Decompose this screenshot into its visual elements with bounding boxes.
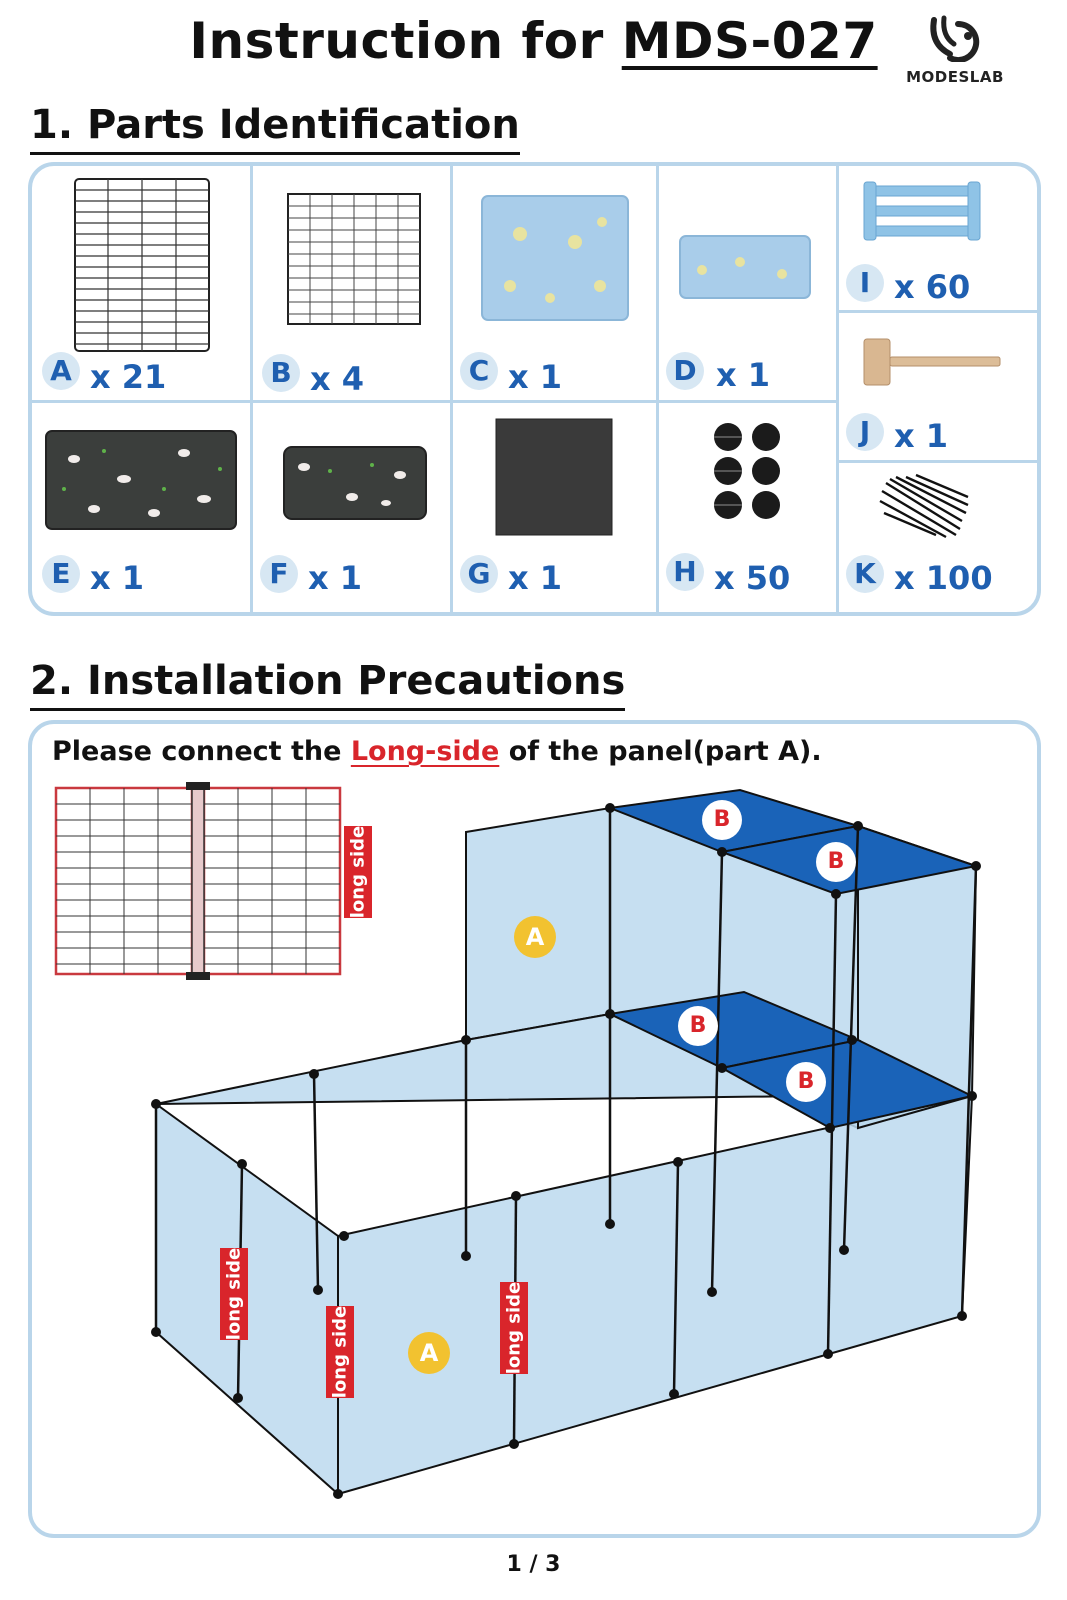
title-prefix: Instruction for (189, 12, 604, 70)
part-a-cell (32, 166, 250, 400)
part-k-cell (836, 463, 1041, 616)
long-side-text: long side (347, 825, 369, 919)
part-j-quantity: x 1 (894, 417, 949, 455)
part-e-quantity: x 1 (90, 559, 145, 597)
part-d-quantity: x 1 (716, 356, 771, 394)
black-felt-pad-icon (494, 417, 614, 537)
part-g-letter: G (460, 555, 498, 593)
part-b-marker: B (786, 1062, 826, 1102)
instruction-after: of the panel(part A). (499, 736, 822, 767)
part-a-marker: A (514, 916, 556, 958)
parts-grid (28, 162, 1041, 616)
blue-paw-print-mat-icon (480, 194, 630, 322)
part-i-letter: I (846, 264, 884, 302)
part-e-letter: E (42, 555, 80, 593)
part-i-quantity: x 60 (894, 268, 971, 306)
long-side-label (500, 1282, 528, 1374)
small-dark-bunny-print-mat-icon (282, 445, 428, 521)
blue-connector-clips-icon (862, 180, 982, 242)
long-side-label (220, 1248, 248, 1340)
enclosure-diagram (32, 724, 1037, 1534)
small-blue-paw-print-mat-icon (678, 234, 812, 300)
part-f-cell (250, 403, 450, 616)
part-h-cell (656, 403, 836, 616)
installation-diagram-box (28, 720, 1041, 1538)
part-b-marker: B (816, 842, 856, 882)
part-g-quantity: x 1 (508, 559, 563, 597)
long-side-text: long side (223, 1247, 245, 1341)
long-side-text: long side (329, 1305, 351, 1399)
part-b-marker: B (678, 1006, 718, 1046)
swirl-logo-icon (920, 14, 990, 62)
long-side-text: long side (503, 1281, 525, 1375)
part-a-marker: A (408, 1332, 450, 1374)
brand-logo (895, 14, 1015, 86)
part-b-cell (250, 166, 450, 400)
installation-precautions-heading: 2. Installation Precautions (30, 658, 625, 711)
small-wire-panel-icon (286, 192, 422, 326)
part-d-letter: D (666, 352, 704, 390)
part-j-cell (836, 313, 1041, 460)
part-b-quantity: x 4 (310, 360, 365, 398)
part-a-quantity: x 21 (90, 358, 167, 396)
instruction-highlight: Long-side (350, 736, 500, 767)
panel-connection-diagram (56, 782, 340, 980)
black-connectors-icon (708, 419, 788, 523)
black-cable-ties-icon (876, 473, 970, 539)
parts-identification-heading: 1. Parts Identification (30, 102, 520, 155)
part-c-cell (450, 166, 656, 400)
part-f-quantity: x 1 (308, 559, 363, 597)
part-h-letter: H (666, 553, 704, 591)
part-e-cell (32, 403, 250, 616)
page-number: 1 / 3 (506, 1552, 561, 1577)
part-h-quantity: x 50 (714, 559, 791, 597)
part-i-cell (836, 166, 1041, 310)
part-a-letter: A (42, 352, 80, 390)
part-b-marker: B (702, 800, 742, 840)
dark-bunny-print-mat-icon (44, 429, 238, 531)
part-k-quantity: x 100 (894, 559, 993, 597)
part-c-letter: C (460, 352, 498, 390)
model-number: MDS-027 (621, 12, 878, 70)
wooden-mallet-icon (862, 337, 1002, 387)
part-k-letter: K (846, 555, 884, 593)
large-wire-panel-icon (72, 176, 212, 356)
instruction-before: Please connect the (52, 736, 351, 767)
part-g-cell (450, 403, 656, 616)
part-d-cell (656, 166, 836, 400)
part-j-letter: J (846, 413, 884, 451)
part-f-letter: F (260, 555, 298, 593)
logo-text: MODESLAB (906, 68, 1004, 86)
long-side-label (344, 826, 372, 918)
part-c-quantity: x 1 (508, 358, 563, 396)
long-side-label (326, 1306, 354, 1398)
part-b-letter: B (262, 354, 300, 392)
